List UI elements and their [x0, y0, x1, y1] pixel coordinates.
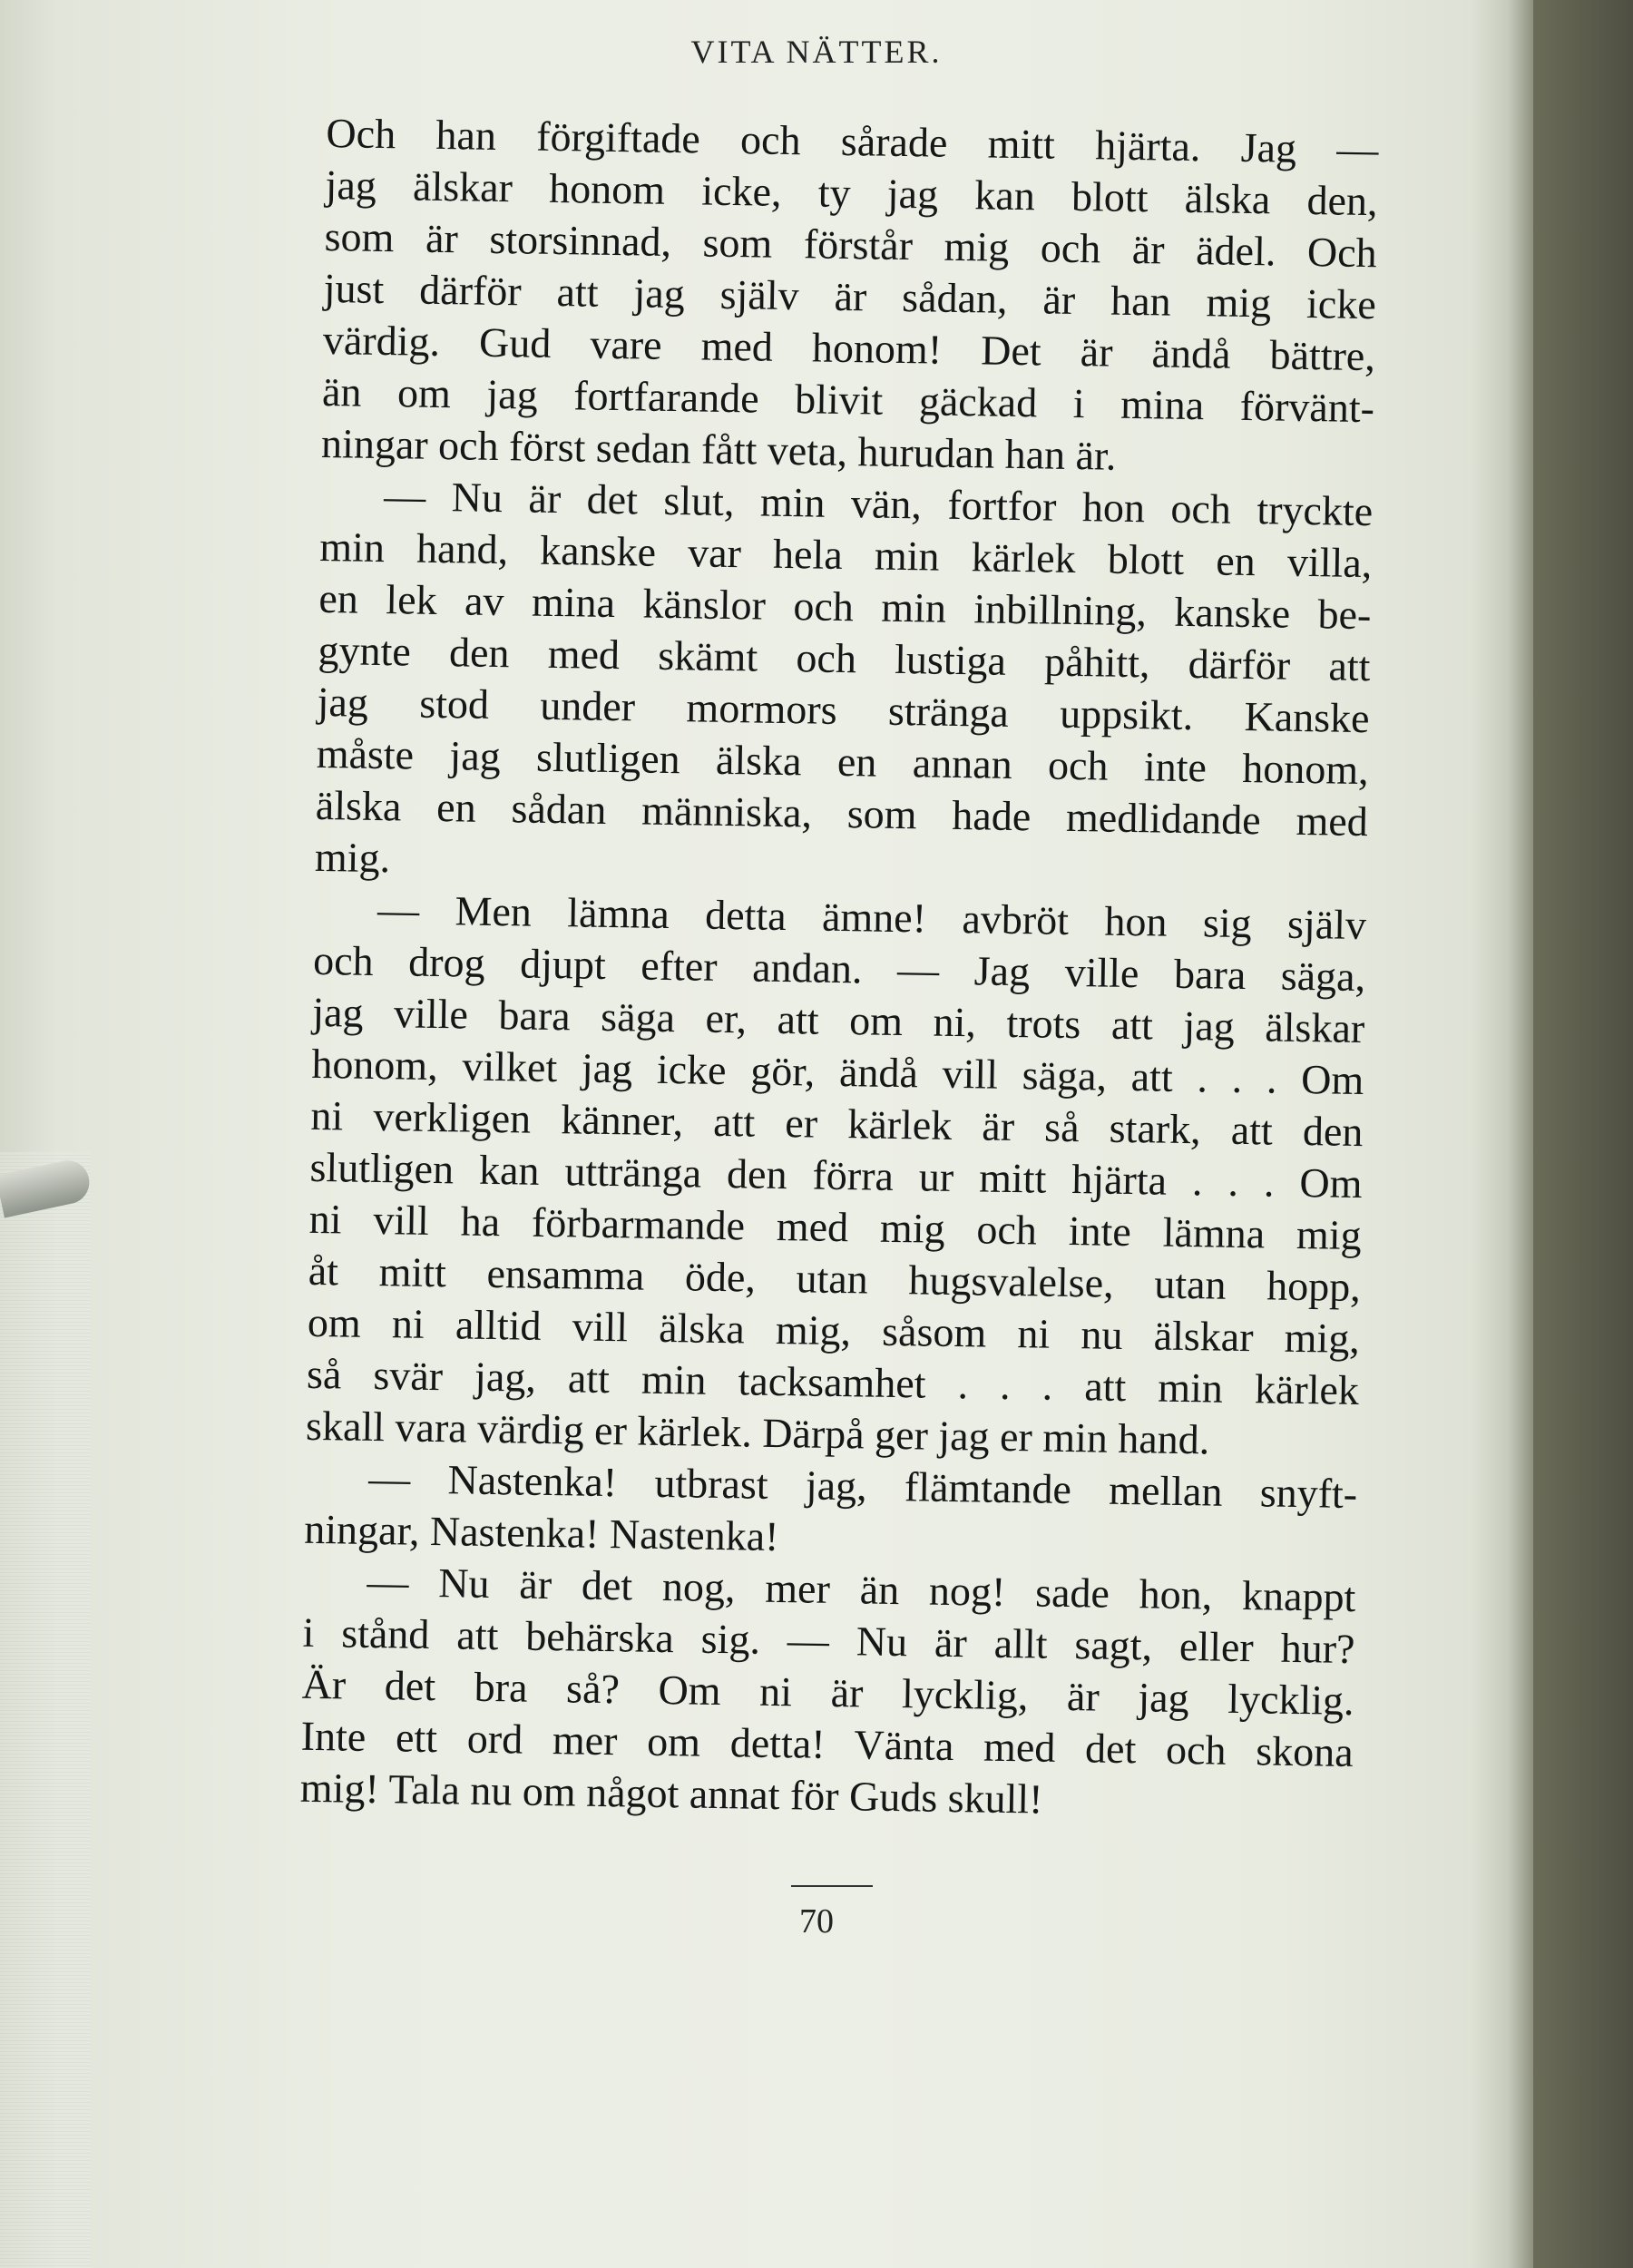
text-line: jag älskar honom icke, ty jag kan blott älska den, [325, 161, 1378, 225]
text-line: honom, vilket jag icke gör, ändå vill säga, att . . . Om [311, 1040, 1364, 1104]
text-line: Och han förgiftade och sårade mitt hjärta. Jag — [326, 109, 1379, 173]
page-rule [791, 1885, 873, 1887]
text-line: i stånd att behärska sig. — Nu är allt sagt, eller hur? [302, 1608, 1355, 1673]
text-line: värdig. Gud vare med honom! Det är ändå bättre, [322, 316, 1376, 380]
text-line: slutligen kan uttränga den förra ur mitt hjärta . . . Om [309, 1143, 1363, 1207]
text-line: — Nastenka! utbrast jag, flämtande mellan snyft- [367, 1454, 1358, 1518]
text-line: mig. [314, 833, 391, 882]
text-line: ni vill ha förbarmande med mig och inte lämna mig [308, 1195, 1363, 1259]
running-head: VITA NÄTTER. [690, 34, 943, 70]
page-number: 70 [799, 1902, 834, 1941]
text-line: och drog djupt efter andan. — Jag ville bara säga, [312, 936, 1366, 1001]
text-line: om ni alltid vill älska mig, såsom ni nu älskar mig, [307, 1298, 1361, 1363]
text-line: ningar och först sedan fått veta, hurudan han är. [320, 419, 1117, 479]
text-line: så svär jag, att min tacksamhet . . . att min kärlek [306, 1350, 1360, 1414]
text-line: — Nu är det nog, mer än nog! sade hon, knappt [367, 1558, 1356, 1621]
text-line: ningar, Nastenka! Nastenka! [303, 1505, 779, 1560]
text-line: åt mitt ensamma öde, utan hugsvalelse, utan hopp, [308, 1246, 1362, 1311]
text-line: skall vara värdig er kärlek. Därpå ger jag er min hand. [305, 1402, 1210, 1463]
text-line: min hand, kanske var hela min kärlek blott en villa, [318, 523, 1373, 587]
text-line: Är det bra så? Om ni är lycklig, är jag lycklig. [301, 1660, 1354, 1725]
text-line: ni verkligen känner, att er kärlek är så stark, att den [310, 1091, 1364, 1156]
text-line: måste jag slutligen älska en annan och inte honom, [316, 729, 1370, 794]
body-text [299, 107, 1378, 1830]
text-line: en lek av mina känslor och min inbillning, kanske be- [318, 574, 1372, 639]
text-line: mig! Tala nu om något annat för Guds skull! [299, 1764, 1043, 1823]
text-line: — Nu är det slut, min vän, fortfor hon och tryckte [383, 473, 1374, 535]
text-line: — Men lämna detta ämne! avbröt hon sig själv [376, 885, 1367, 949]
text-line: Inte ett ord mer om detta! Vänta med det och skona [300, 1712, 1354, 1775]
text-line: som är storsinnad, som förstår mig och är ädel. Och [324, 212, 1378, 277]
text-line: gynte den med skämt och lustiga påhitt, därför att [318, 626, 1371, 690]
text-line: jag stod under mormors stränga uppsikt. Kanske [317, 678, 1370, 742]
text-line: jag ville bara säga er, att om ni, trots att jag älskar [311, 988, 1365, 1052]
text-line: älska en sådan människa, som hade medlidande med [315, 781, 1369, 846]
page-edges [0, 1152, 91, 2268]
text-line: just därför att jag själv är sådan, är han mig icke [323, 264, 1377, 328]
text-line: än om jag fortfarande blivit gäckad i mina förvänt- [321, 367, 1375, 432]
